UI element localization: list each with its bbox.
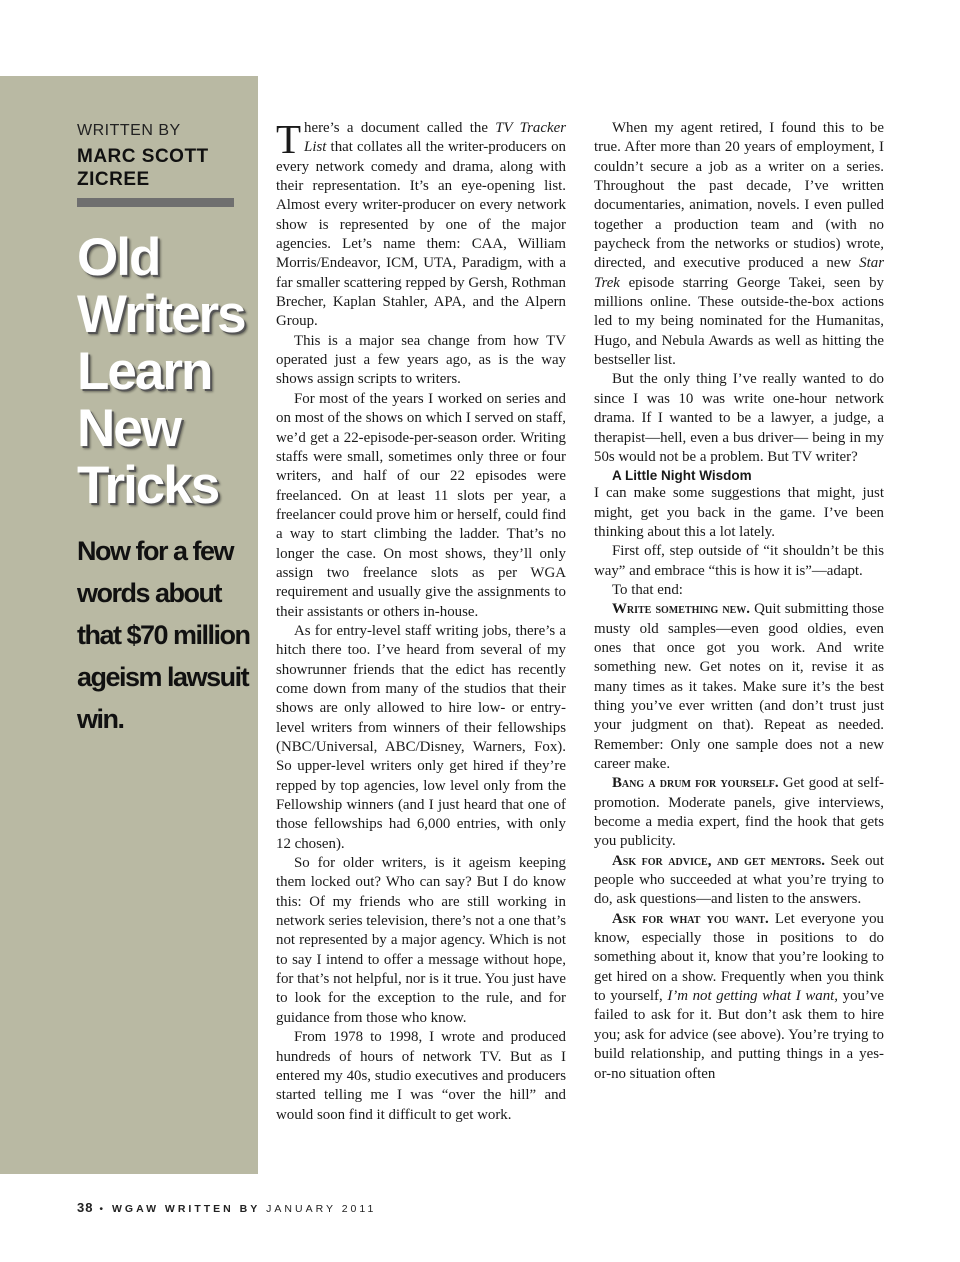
paragraph: From 1978 to 1998, I wrote and produced hundreds of hours of network TV. But as I entered my 40s, studio executives and producers started telling me I was “over the hill” and would soon find it difficult to get work.	[276, 1029, 566, 1123]
tip-heading: Bang a drum for yourself.	[612, 775, 779, 792]
tip-paragraph: Write something new. Quit submitting those musty old samples—even good oldies, even ones that once got you work. And write something new. Get notes on it, revise it as many times as it takes. Make sure it’s the best thing you’ve ever written (and don’t trust just your judgment on that). Repeat as needed. Remember: Only one sample does not a new career make.	[594, 601, 884, 772]
tip-heading: Ask for what you want.	[612, 910, 769, 927]
publication-name: WGAW WRITTEN BY	[112, 1203, 261, 1215]
page-number: 38	[77, 1200, 94, 1215]
paragraph: To that end:	[612, 581, 683, 598]
body-column-1	[276, 116, 566, 1125]
paragraph: So for older writers, is it ageism keeping them locked out? Who can say? But I do know this: Of my friends who are still working in network series television, there’s not a one that’s not represented by a major agency. Which is not to say I intend to offer a message without hope, for that’s not helpful, nor is it true. You just have to look for the exception to the rule, and for guidance from those who know.	[276, 855, 566, 1026]
paragraph: For most of the years I worked on series and on most of the shows on which I served on staff, we’d get a 22-episode-per-season order. Writing staffs were small, sometimes only three or four writers, and half of our 22 episodes were freelanced. On at least 11 slots per year, a freelancer could prove him or herself, could find a way to start climbing the ladder. That’s no longer the case. On most shows, they’ll only assign two freelance slots as per WGA requirement and usually give the assignments to their assistants or others in-house.	[276, 390, 566, 620]
paragraph: As for entry-level staff writing jobs, there’s a hitch there too. I’ve heard from several of my showrunner friends that the edict has recently come down from many of the studios that their shows are only allowed to hire low- or entry-level writers from winners of their fellowships (NBC/Universal, ABC/Disney, Warners, Fox). So upper-level writers only get hired if they’re repped by top agencies, low level only from the Fellowship winners (and I just heard that one of those fellowships had 6,000 entries, with only 12 chosen).	[276, 622, 566, 852]
tip-heading: Write something new.	[612, 601, 750, 618]
tip-heading: Ask for advice, and get mentors.	[612, 852, 825, 869]
byline-rule	[77, 198, 234, 207]
title-line: Learn	[77, 342, 212, 401]
body-column-2	[594, 119, 884, 1084]
title-line: Writers	[77, 285, 245, 344]
drop-cap: T	[276, 116, 302, 162]
paragraph: I can make some suggestions that might, just might, get you back in the game. I’ve been thinking about this a lot lately.	[594, 485, 884, 540]
paragraph: There’s a document called the TV Tracker List that collates all the writer-producers on every network comedy and drama, along with their representation. It’s an eye-opening list. Almost every writer-producer on every network show is represented by one of the major agencies. Let’s name them: CAA, William Morris/Endeavor, ICM, UTA, Paradigm, with a far smaller scattering repped by Gersh, Rothman Brecher, Kaplan Stahler, APA, and the Alpern Group.	[276, 116, 566, 330]
issue-date: JANUARY 2011	[266, 1203, 377, 1215]
footer-bullet: •	[99, 1203, 107, 1215]
paragraph: First off, step outside of “it shouldn’t be this way” and embrace “this is how it is”—adapt.	[594, 543, 884, 579]
byline-author: MARC SCOTT ZICREE	[77, 146, 209, 190]
title-line: Old	[77, 228, 160, 287]
title-line: Tricks	[77, 456, 219, 515]
byline-label: WRITTEN BY	[77, 122, 181, 139]
tip-paragraph: Ask for advice, and get mentors. Seek out people who succeeded at what you’re trying to do, ask questions—and listen to the answers.	[594, 852, 885, 908]
title-line: New	[77, 399, 180, 458]
tip-paragraph: Bang a drum for yourself. Get good at self-promotion. Moderate panels, give interviews, become a media expert, find the hook that gets you publicity.	[594, 775, 884, 850]
page-footer	[77, 1200, 376, 1215]
paragraph: This is a major sea change from how TV operated just a few years ago, as is the way shows assign scripts to writers.	[276, 332, 566, 388]
article-deck: Now for a few words about that $70 million ageism lawsuit win.	[77, 536, 250, 734]
tip-paragraph: Ask for what you want. Let everyone you know, especially those in positions to do something about it, know that you’re looking to get hired on a show. Frequently when you think to yourself, I’m not getting what I want, you’ve failed to ask for it. But don’t ask them to hire you; ask for advice (see above). You’re trying to build relationship, and putting things in a yes-or-no situation often	[594, 910, 884, 1082]
paragraph: But the only thing I’ve really wanted to do since I was 10 was write one-hour network drama. If I wanted to be a lawyer, a judge, a therapist—hell, even a bus driver— being in my 50s would not be a problem. But TV writer?	[594, 371, 884, 465]
paragraph: When my agent retired, I found this to be true. After more than 20 years of employment, I couldn’t secure a job as a writer on a series. Throughout the past decade, I’ve written documentaries, animation, novels. I even pulled together a production team and (with no paycheck from the networks or studios) wrote, directed, and executive produced a new Star Trek episode starring George Takei, seen by millions online. These outside-the-box actions led to my being nominated for the Humanitas, Hugo, and Nebula Awards as well as hitting the bestseller list.	[594, 120, 884, 369]
section-subhead: A Little Night Wisdom	[612, 468, 752, 484]
article-title	[77, 229, 257, 514]
